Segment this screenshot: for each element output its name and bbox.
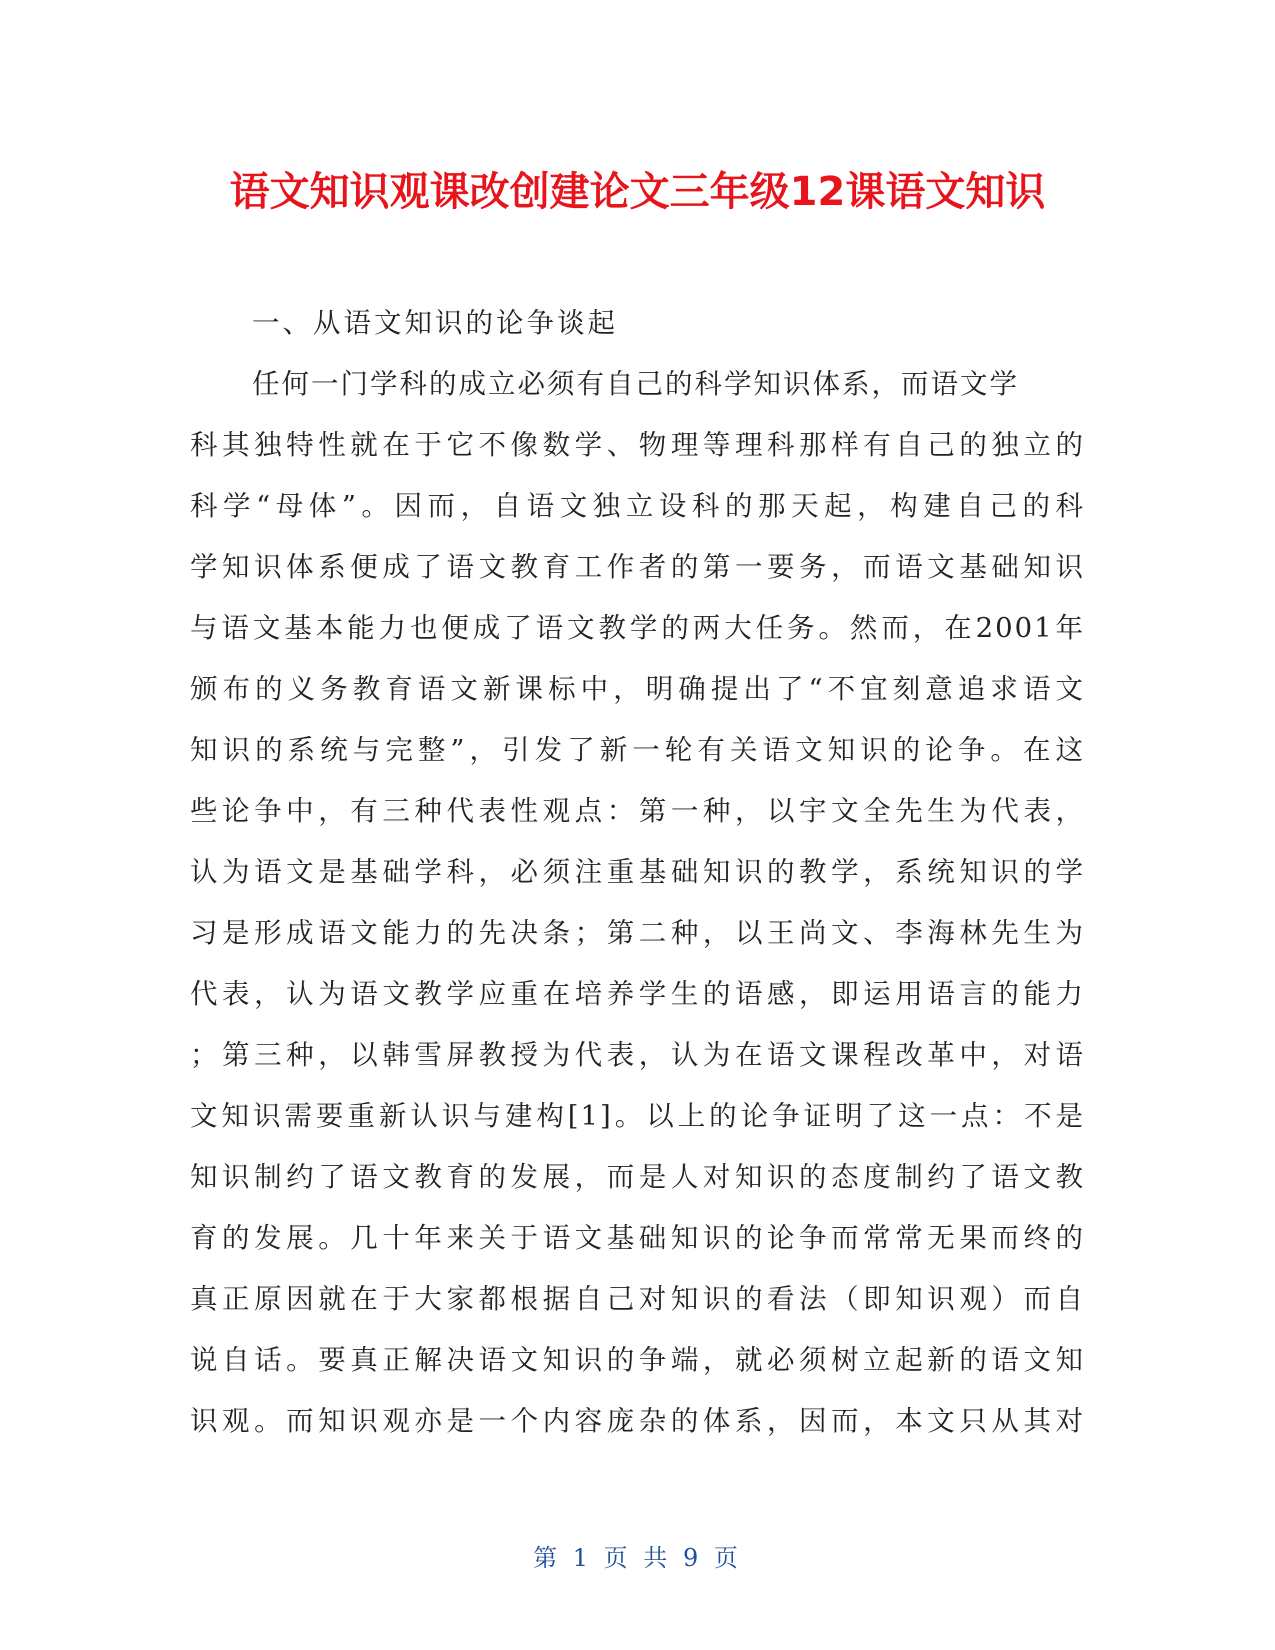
paragraph-line: 科其独特性就在于它不像数学、物理等理科那样有自己的独立的: [190, 429, 1085, 461]
paragraph-line: 知识制约了语文教育的发展，而是人对知识的态度制约了语文教: [190, 1161, 1085, 1193]
paragraph-line: 些论争中，有三种代表性观点：第一种，以宇文全先生为代表，: [190, 795, 1085, 827]
paragraph-line: 学知识体系便成了语文教育工作者的第一要务，而语文基础知识: [190, 551, 1085, 583]
paragraph-line: 知识的系统与完整”，引发了新一轮有关语文知识的论争。在这: [190, 734, 1085, 766]
paragraph-line: 文知识需要重新认识与建构[1]。以上的论争证明了这一点：不是: [190, 1100, 1085, 1132]
paragraph-line: 任何一门学科的成立必须有自己的科学知识体系，而语文学: [252, 368, 1019, 400]
section-heading: 一、从语文知识的论争谈起: [252, 307, 618, 339]
paragraph-line: 与语文基本能力也便成了语文教学的两大任务。然而，在2001年: [190, 612, 1085, 644]
paragraph-line: 真正原因就在于大家都根据自己对知识的看法（即知识观）而自: [190, 1283, 1085, 1315]
page-footer: 第 1 页 共 9 页: [533, 1544, 742, 1572]
paragraph-line: 认为语文是基础学科，必须注重基础知识的教学，系统知识的学: [190, 856, 1085, 888]
paragraph-line: 科学“母体”。因而，自语文独立设科的那天起，构建自己的科: [190, 490, 1085, 522]
paragraph-line: 说自话。要真正解决语文知识的争端，就必须树立起新的语文知: [190, 1344, 1085, 1376]
paragraph-line: ；第三种，以韩雪屏教授为代表，认为在语文课程改革中，对语: [190, 1039, 1085, 1071]
paragraph-line: 代表，认为语文教学应重在培养学生的语感，即运用语言的能力: [190, 978, 1085, 1010]
paragraph-line: 习是形成语文能力的先决条；第二种，以王尚文、李海林先生为: [190, 917, 1085, 949]
paragraph-line: 颁布的义务教育语文新课标中，明确提出了“不宜刻意追求语文: [190, 673, 1085, 705]
document-body: [190, 293, 1085, 1452]
paragraph-line: 育的发展。几十年来关于语文基础知识的论争而常常无果而终的: [190, 1222, 1085, 1254]
paragraph-line: 识观。而知识观亦是一个内容庞杂的体系，因而，本文只从其对: [190, 1405, 1085, 1437]
document-title: 语文知识观课改创建论文三年级12课语文知识: [229, 169, 1046, 215]
